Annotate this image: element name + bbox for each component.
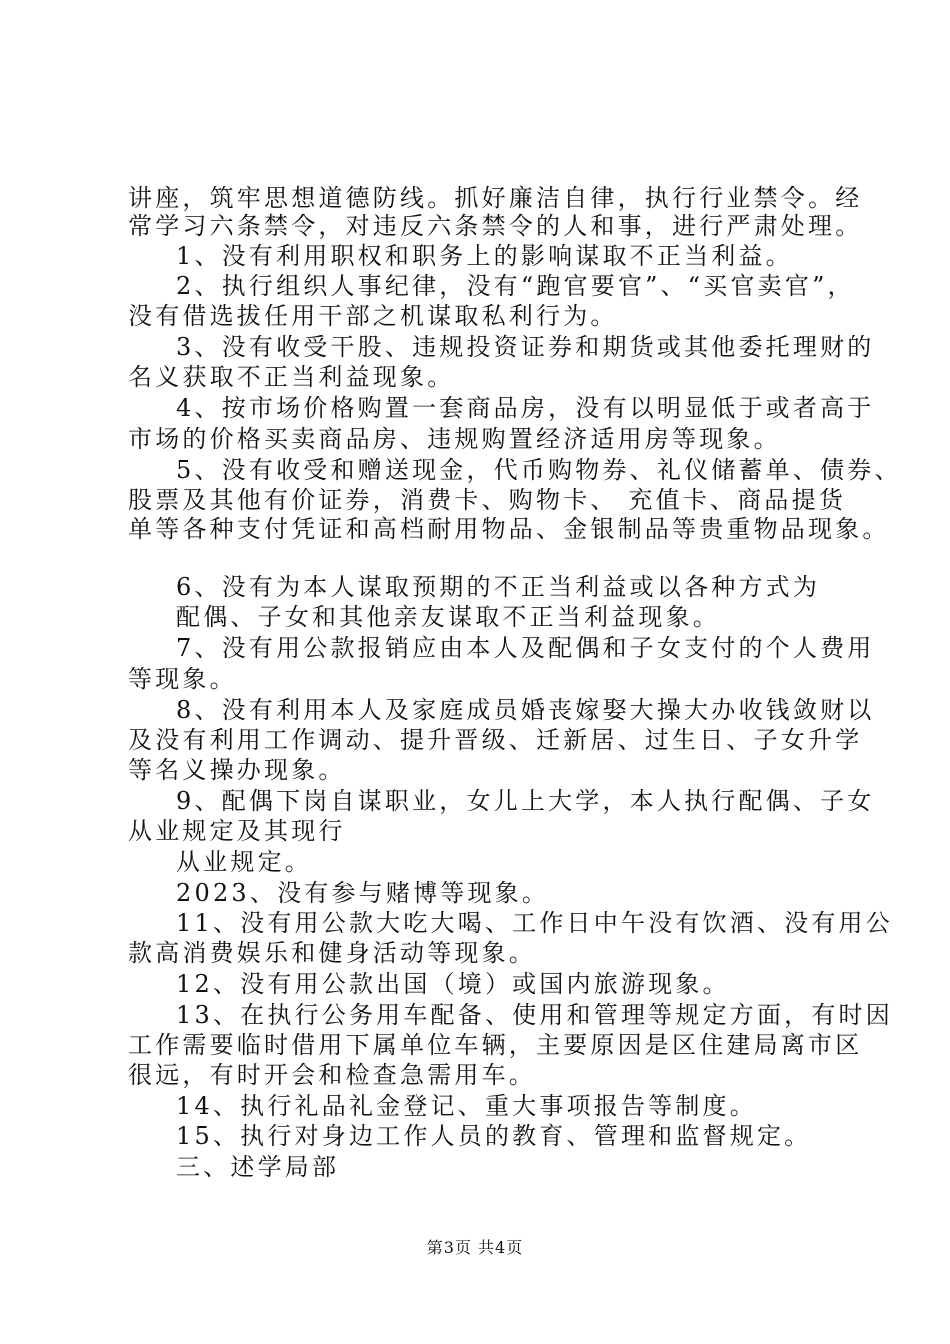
body-text-line: 没有借选拔任用干部之机谋取私利行为。 <box>128 302 618 330</box>
item-11: 11、没有用公款大吃大喝、工作日中午没有饮酒、没有用公 <box>176 909 893 937</box>
body-text-line: 单等各种支付凭证和高档耐用物品、金银制品等贵重物品现象。 <box>128 515 890 543</box>
item-12: 12、没有用公款出国（境）或国内旅游现象。 <box>176 970 730 998</box>
body-text-line: 等名义操办现象。 <box>128 756 346 784</box>
body-text-line: 常学习六条禁令，对违反六条禁令的人和事，进行严肃处理。 <box>128 212 863 240</box>
body-text-line: 股票及其他有价证券，消费卡、购物卡、 充值卡、商品提货 <box>128 486 847 514</box>
item-4: 4、按市场价格购置一套商品房，没有以明显低于或者高于 <box>176 394 875 422</box>
item-7: 7、没有用公款报销应由本人及配偶和子女支付的个人费用 <box>176 634 875 662</box>
item-2: 2、执行组织人事纪律，没有“跑官要官”、“买官卖官”， <box>176 272 855 300</box>
item-8: 8、没有利用本人及家庭成员婚丧嫁娶大操大办收钱敛财以 <box>176 696 875 724</box>
body-text-line: 工作需要临时借用下属单位车辆，主要原因是区住建局离市区 <box>128 1031 863 1059</box>
body-text-line: 及没有利用工作调动、提升晋级、迁新居、过生日、子女升学 <box>128 726 863 754</box>
body-text-line: 从业规定。 <box>176 848 312 876</box>
item-6: 6、没有为本人谋取预期的不正当利益或以各种方式为 <box>176 573 821 601</box>
item-5: 5、没有收受和赠送现金，代币购物券、礼仪储蓄单、债券、 <box>176 456 902 484</box>
body-text-line: 市场的价格买卖商品房、违规购置经济适用房等现象。 <box>128 425 781 453</box>
body-text-line: 很远，有时开会和检查急需用车。 <box>128 1061 536 1089</box>
body-text-line: 从业规定及其现行 <box>128 817 346 845</box>
item-15: 15、执行对身边工作人员的教育、管理和监督规定。 <box>176 1122 812 1150</box>
body-text-line: 等现象。 <box>128 665 237 693</box>
page-footer: 第3页 共4页 <box>426 1238 524 1257</box>
item-14: 14、执行礼品礼金登记、重大事项报告等制度。 <box>176 1092 757 1120</box>
item-10: 2023、没有参与赌博等现象。 <box>176 879 550 907</box>
body-text-line: 配偶、子女和其他亲友谋取不正当利益现象。 <box>176 603 720 631</box>
item-1: 1、没有利用职权和职务上的影响谋取不正当利益。 <box>176 242 793 270</box>
item-3: 3、没有收受干股、违规投资证券和期货或其他委托理财的 <box>176 333 875 361</box>
item-13: 13、在执行公务用车配备、使用和管理等规定方面，有时因 <box>176 1001 893 1029</box>
section-heading: 三、述学局部 <box>176 1153 340 1181</box>
body-text-line: 名义获取不正当利益现象。 <box>128 363 455 391</box>
body-text-line: 款高消费娱乐和健身活动等现象。 <box>128 939 536 967</box>
body-text-line: 讲座，筑牢思想道德防线。抓好廉洁自律，执行行业禁令。经 <box>128 184 863 212</box>
item-9: 9、配偶下岗自谋职业，女儿上大学，本人执行配偶、子女 <box>176 787 875 815</box>
